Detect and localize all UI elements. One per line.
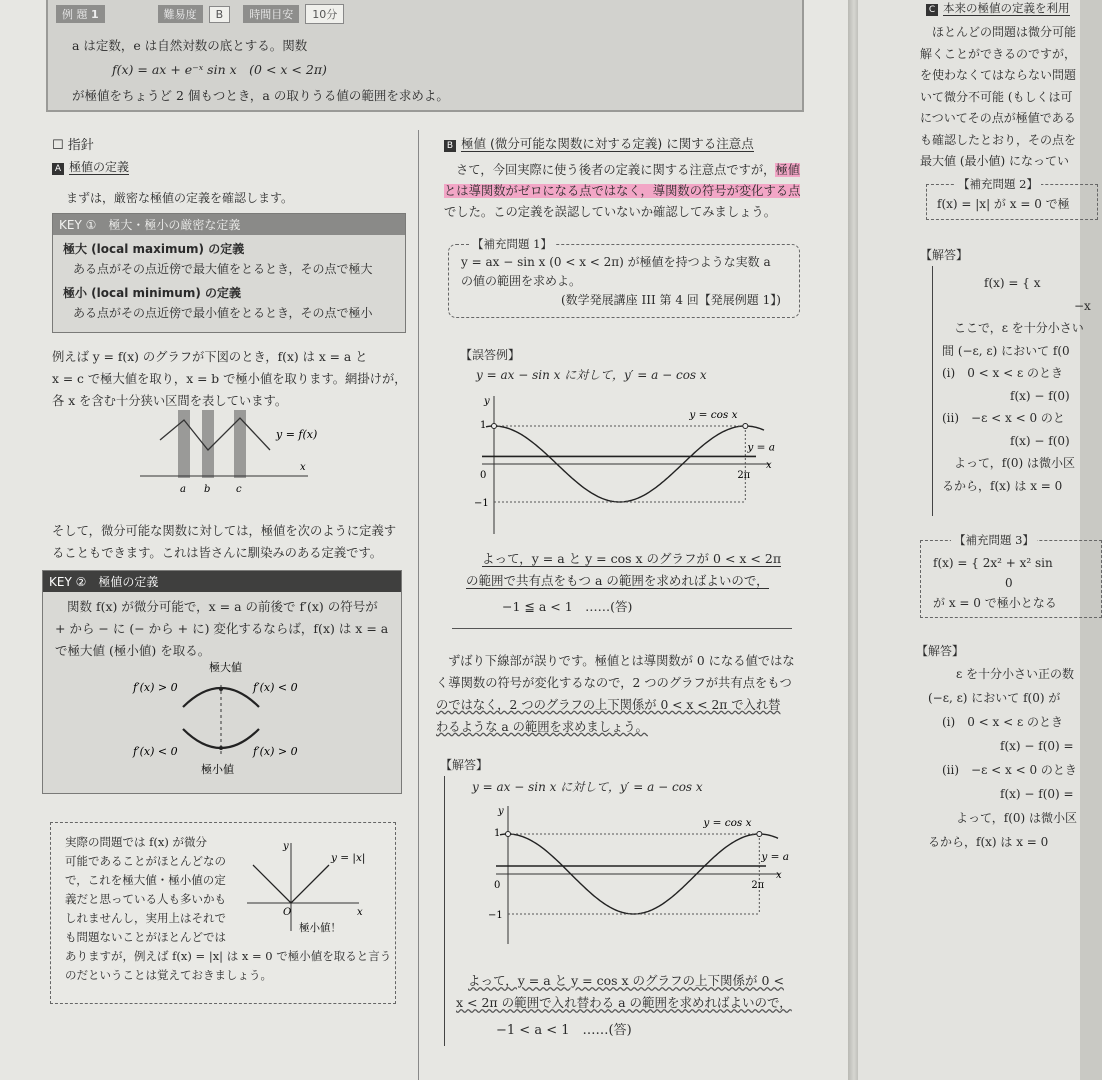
answer-2-bracket [932, 266, 933, 516]
key1-max-text: ある点がその点近傍で最大値をとるとき，その点で極大 [73, 262, 373, 276]
wrong-graph [470, 392, 780, 542]
problem-tag: 例 題 1 [56, 5, 105, 23]
answer-graph [480, 802, 790, 944]
tick-2pi: 2π [737, 470, 751, 481]
tick-b: b [204, 484, 211, 495]
tick-2pi: 2π [751, 880, 765, 891]
problem-tags [56, 4, 344, 24]
key1-max-title: 極大 (local maximum) の定義 [63, 242, 245, 256]
fx-curve [160, 418, 270, 450]
key1-heading: KEY ① 極大・極小の厳密な定義 [53, 214, 405, 235]
fp-neg-right: f′(x) < 0 [253, 681, 298, 694]
key2-line1: 関数 f(x) が微分可能で，x = a の前後で f′(x) の符号が [67, 599, 378, 614]
supplement-1-box [448, 237, 800, 318]
x-label: x [357, 907, 363, 918]
max-point [219, 687, 223, 691]
min-label: 極小値 [201, 763, 234, 776]
open-point-right [757, 832, 762, 837]
key2-line3: で極大値 (極小値) を取る。 [55, 643, 211, 658]
x-label: x [300, 462, 306, 473]
supplement-1-source: (数学発展講座 III 第 4 回【発展例題 1】) [561, 293, 781, 307]
fp-pos-left: f′(x) > 0 [133, 681, 178, 694]
fp-pos-right: f′(x) > 0 [253, 745, 298, 758]
tick-0: 0 [480, 470, 487, 481]
shade-c [234, 410, 246, 478]
supplement-1-title: 【補充問題 1】 [469, 236, 555, 252]
tick-1: 1 [494, 828, 501, 839]
min-callout: 極小値！ [299, 922, 341, 934]
section-a-intro: まずは，厳密な極値の定義を確認します。 [66, 191, 294, 205]
supplement-3-box: 【補充問題 3】 f(x) = { 2x² + x² sin 0 が x = 0 で極小となる [920, 540, 1102, 618]
problem-line1: a は定数，e は自然対数の底とする。関数 [72, 38, 308, 53]
a-label: y = a [761, 851, 789, 863]
section-b-heading: B 極値 (微分可能な関数に対する定義) に関する注意点 [444, 134, 754, 152]
supplement-2-text: f(x) = |x| が x = 0 で極 [937, 197, 1070, 211]
note-text: 実際の問題では f(x) が微分 可能であることがほとんどなの で，これを極大値・極小値の定 義だと思っている人も多いかも しれませんし，実用上はそれで も問題ないことがほとんどでは ありますが，例えば f(x) = |x| は x = 0 で極小値を取ると言う のだということは覚えておきましょう。 [65, 835, 392, 982]
answer-final: −1 < a < 1 ……(答) [496, 1023, 632, 1038]
answer-3-title: 【解答】 [916, 644, 965, 658]
key2-figure [123, 659, 343, 783]
supplement-1-line2: の値の範囲を求めよ。 [461, 274, 582, 288]
open-point-left [492, 424, 497, 429]
abs-figure [247, 837, 391, 941]
key2-box [42, 570, 402, 794]
problem-formula: f(x) = ax + e⁻ˣ sin x (0 < x < 2π) [112, 62, 327, 77]
abs-label: y = |x| [331, 852, 366, 864]
key1-box [52, 213, 406, 333]
fp-neg-left: f′(x) < 0 [133, 745, 178, 758]
time-value: 10分 [305, 4, 344, 24]
supplement-3-title: 【補充問題 3】 [951, 532, 1037, 548]
difficulty-value: B [209, 6, 231, 23]
min-point [219, 746, 223, 750]
tick-0: 0 [494, 880, 501, 891]
answer-bracket [444, 776, 445, 1046]
answer-conclusion: よって，y = a と y = cos x のグラフの上下関係が 0 < x < 2π の範囲で入れ替わる a の範囲を求めればよいので， −1 < a < 1 ……(答) [456, 970, 792, 1042]
x-label: x [766, 460, 772, 471]
section-a-heading: A 極値の定義 [52, 158, 129, 175]
wrong-conclusion: よって，y = a と y = cos x のグラフが 0 < x < 2π の範囲で共有点をもつ a の範囲を求めればよいので， −1 ≦ a < 1 ……(答) [466, 548, 781, 618]
y-label: y [283, 841, 289, 852]
key2-line2: + から − に (− から + に) 変化するならば，f(x) は x = a [55, 621, 389, 636]
tick-neg1: −1 [488, 910, 503, 921]
key1-min-title: 極小 (local minimum) の定義 [63, 286, 242, 300]
a-label: y = a [747, 441, 775, 454]
supplement-1-line1: y = ax − sin x (0 < x < 2π) が極値を持つような実数 a [461, 255, 771, 269]
open-point-right [743, 424, 748, 429]
answer-3-text: ε を十分小さい正の数 (−ε, ε) において f(0) が (i) 0 < x < ε のとき f(x) − f(0) = (ii) −ε < x < 0 のとき f(x) − f(0) = よって，f(0) は微小区 るから，f(x) は x = 0 [928, 667, 1078, 849]
section-b-intro: さて，今回実際に使う後者の定義に関する注意点ですが，極値 とは導関数がゼロになる点ではなく，導関数の符号が変化する点 でした。この定義を誤認していないか確認してみましょう。 [444, 163, 801, 219]
column-divider [418, 130, 419, 1080]
hint-icon: ☐ [52, 138, 64, 153]
problem-line3: が極値をちょうど 2 個もつとき，a の取りうる値の範囲を求めよ。 [72, 88, 449, 103]
key2-heading: KEY ② 極値の定義 [43, 571, 401, 592]
y-label: y [498, 806, 504, 817]
answer-title: 【解答】 [440, 758, 489, 772]
answer-2-text: f(x) = { x −x ここで，ε を十分小さい 間 (−ε, ε) において f(0 (i) 0 < x < ε のとき f(x) − f(0) (ii) −ε < x < 0 のと f(x) − f(0) よって，f(0) は微小区 るから，f(x) は x = 0 [942, 276, 1091, 493]
origin-label: O [283, 907, 292, 918]
section-c-heading: C 本来の極値の定義を利用 [926, 0, 1070, 16]
key1-min-text: ある点がその点近傍で最小値をとるとき，その点で極小 [73, 306, 373, 320]
wrong-derivative: y = ax − sin x に対して，y′ = a − cos x [476, 368, 707, 382]
difficulty-label: 難易度 [158, 5, 203, 23]
tick-a: a [180, 484, 186, 495]
open-point-left [506, 832, 511, 837]
y-label: y [484, 396, 490, 407]
example-paragraph: 例えば y = f(x) のグラフが下図のとき，f(x) は x = a と x = c で極大値を取り，x = b で極小値を取ります。網掛けが， 各 x を含む十分狭い区間を表しています。 [52, 350, 407, 408]
right-page [858, 0, 1091, 1080]
tick-c: c [236, 484, 242, 495]
local-extrema-figure [120, 400, 330, 500]
cos-label: y = cos x [689, 409, 738, 421]
supplement-2-title: 【補充問題 2】 [955, 176, 1041, 192]
divider-line [452, 628, 792, 629]
cos-label: y = cos x [703, 817, 752, 829]
problem-box [46, 0, 804, 112]
note-box [50, 822, 396, 1004]
tick-1: 1 [480, 420, 487, 431]
x-label: x [776, 870, 782, 881]
max-label: 極大値 [209, 661, 242, 674]
diff-paragraph: そして，微分可能な関数に対しては，極値を次のように定義す ることもできます。これは皆さんに馴染みのある定義です。 [52, 524, 397, 560]
wrong-answer: −1 ≦ a < 1 ……(答) [502, 599, 633, 614]
answer-2-title: 【解答】 [920, 248, 969, 262]
answer-derivative: y = ax − sin x に対して，y′ = a − cos x [472, 780, 703, 794]
explanation-paragraph: ずばり下線部が誤りです。極値とは導関数が 0 になる値ではな く導関数の符号が変化するなので，2 つのグラフが共有点をもつ のではなく，2 つのグラフの上下関係が 0 < x < 2π で入れ替 わるような a の範囲を求めましょう。 [436, 654, 795, 734]
tick-neg1: −1 [474, 498, 489, 509]
hint-heading: ☐ 指針 [52, 138, 94, 153]
time-label: 時間目安 [243, 5, 299, 23]
wrong-example-title: 【誤答例】 [460, 348, 521, 362]
supplement-2-box [926, 177, 1098, 220]
fx-label: y = f(x) [276, 428, 318, 441]
section-c-text: ほとんどの問題は微分可能 解くことができるのですが， を使わなくてはならない問題 いて微分不可能 (もしくは可 についてその点が極値である も確認したとおり，その点を 最大値 (最小値) になってい [920, 25, 1077, 168]
